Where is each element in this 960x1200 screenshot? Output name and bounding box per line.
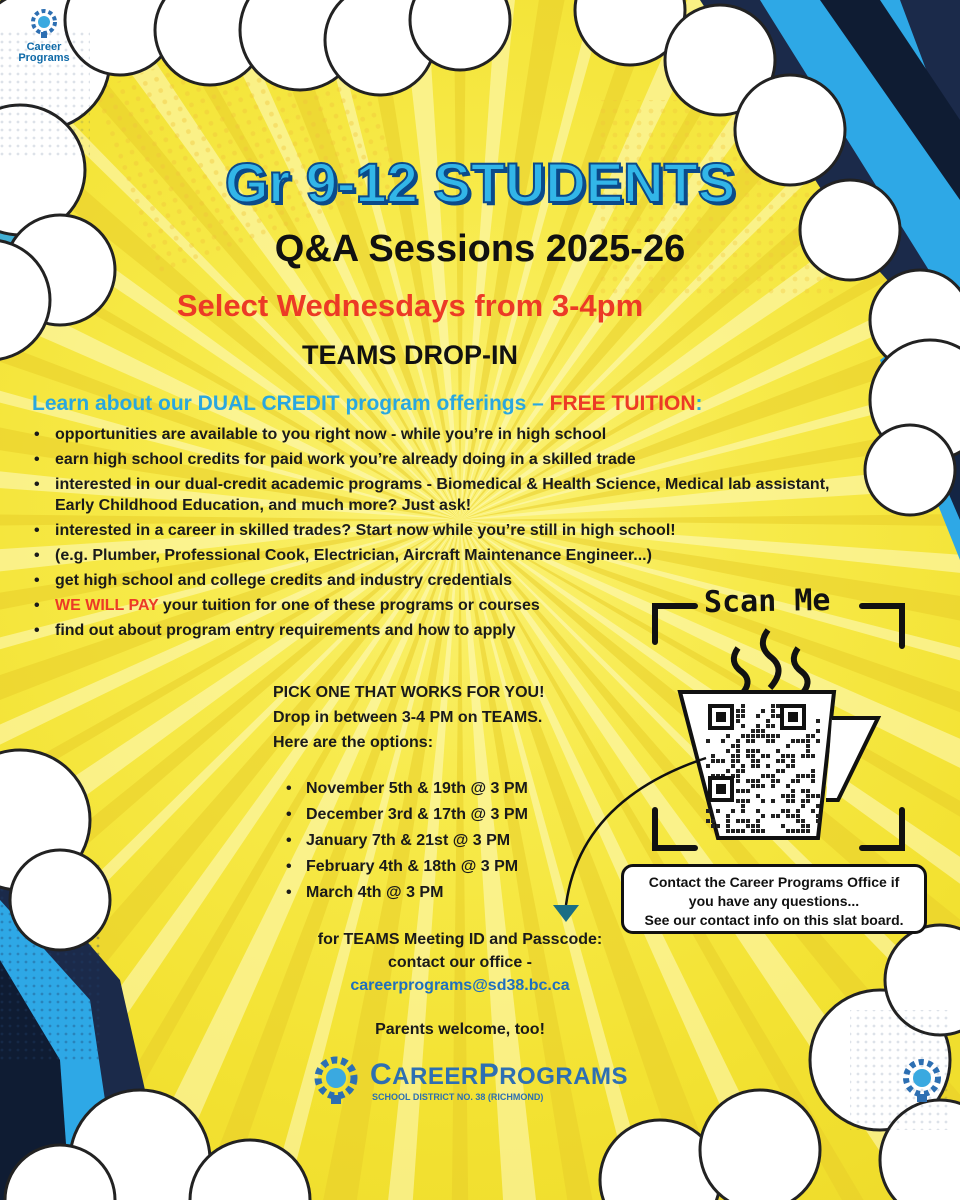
list-item [30,620,860,641]
free-tuition-highlight: FREE TUITION [549,392,696,415]
qr-module [786,744,790,748]
session-dates-list [284,778,624,908]
qr-module [711,824,715,828]
qr-module [801,739,805,743]
qr-module [786,784,790,788]
date-item: • January 7th & 21st @ 3 PM [284,830,624,852]
qr-module [746,749,750,753]
qr-module [761,729,765,733]
qr-module [786,794,790,798]
qr-module [746,819,750,823]
qr-module [801,789,805,793]
qr-module [771,734,775,738]
qr-module [756,749,760,753]
qr-module [741,714,745,718]
qr-module [736,744,740,748]
list-item [30,424,860,445]
intro-suffix: : [695,392,703,415]
qr-module [796,774,800,778]
qr-module [791,764,795,768]
logo-rest-areer: AREER [392,1063,479,1090]
list-item-text: opportunities are available to you right now - while you’re in high school [55,426,607,443]
qr-module [816,794,820,798]
qr-module [756,784,760,788]
logo-wordmark [370,1058,628,1092]
qr-module [761,754,765,758]
list-item-text: (e.g. Plumber, Professional Cook, Electrician, Aircraft Maintenance Engineer...) [55,547,652,564]
qr-module [801,829,805,833]
pick-line-2: Drop in between 3-4 PM on TEAMS. [273,709,543,726]
qr-module [806,824,810,828]
qr-module [816,719,820,723]
qr-module [776,814,780,818]
qr-module [781,754,785,758]
qr-module [766,734,770,738]
qr-module [771,799,775,803]
qr-module [716,759,720,763]
qr-module [796,739,800,743]
date-item: • February 4th & 18th @ 3 PM [284,856,624,878]
qr-module [806,789,810,793]
qr-module [771,739,775,743]
qr-module [816,814,820,818]
meeting-line-1: for TEAMS Meeting ID and Passcode: [317,931,603,948]
list-item-text: your tuition for one of these programs or courses [158,597,540,614]
qr-module [786,809,790,813]
qr-module [776,769,780,773]
qr-module [751,729,755,733]
gear-bulb-corner-icon [896,1052,948,1108]
gear-bulb-logo-icon [306,1050,366,1110]
qr-module [731,759,735,763]
qr-module [746,739,750,743]
qr-module [806,749,810,753]
qr-module [801,804,805,808]
qr-module [796,829,800,833]
qr-module [806,744,810,748]
logo-cap-c: C [370,1058,393,1091]
qr-module [751,734,755,738]
qr-module [736,829,740,833]
qr-module [756,819,760,823]
qr-module [746,789,750,793]
qr-module [751,829,755,833]
qr-module [791,829,795,833]
qr-module [741,704,745,708]
qr-module [786,829,790,833]
sessions-heading: Q&A Sessions 2025-26 [274,228,686,270]
gear-bulb-logo-icon [8,4,80,44]
qr-module [721,759,725,763]
qr-module [741,734,745,738]
qr-module [811,794,815,798]
qr-module [756,824,760,828]
date-item: • December 3rd & 17th @ 3 PM [284,804,624,826]
qr-module [736,774,740,778]
we-will-pay-highlight: WE WILL PAY [55,597,159,614]
qr-module [731,744,735,748]
qr-module [761,774,765,778]
logo-district: SCHOOL DISTRICT NO. 38 (RICHMOND) [372,1092,544,1102]
qr-module [811,769,815,773]
qr-module [811,779,815,783]
qr-module [746,799,750,803]
page-title: Gr 9-12 STUDENTS [224,151,736,214]
qr-module [771,784,775,788]
qr-module [726,749,730,753]
qr-module [776,704,780,708]
qr-module [741,769,745,773]
career-programs-logo-small [8,4,82,74]
qr-module [781,759,785,763]
pick-line-1: PICK ONE THAT WORKS FOR YOU! [273,684,545,701]
email-link[interactable]: careerprograms@sd38.bc.ca [350,977,570,994]
qr-module [731,764,735,768]
qr-module [811,774,815,778]
qr-module [801,799,805,803]
qr-module [751,759,755,763]
qr-module [756,714,760,718]
qr-module [756,724,760,728]
qr-module [771,779,775,783]
list-item-text: interested in a career in skilled trades? Start now while you’re still in high school! [55,522,676,539]
qr-module [811,734,815,738]
qr-module [736,719,740,723]
qr-module [741,789,745,793]
qr-module [781,824,785,828]
qr-module [771,704,775,708]
pick-instructions [273,680,653,755]
qr-module [771,709,775,713]
date-item: • March 4th @ 3 PM [284,882,624,904]
qr-module [751,779,755,783]
qr-module [801,754,805,758]
qr-module [756,764,760,768]
qr-module [796,779,800,783]
qr-module [726,819,730,823]
qr-module [801,824,805,828]
qr-module [766,739,770,743]
qr-module [771,724,775,728]
qr-module [741,804,745,808]
qr-module [811,809,815,813]
qr-module [736,754,740,758]
qr-module [816,804,820,808]
qr-module [751,764,755,768]
qr-module [781,809,785,813]
qr-module [751,749,755,753]
qr-module [756,729,760,733]
qr-module [736,799,740,803]
qr-module [731,754,735,758]
qr-module [746,734,750,738]
qr-module [756,734,760,738]
qr-module [806,794,810,798]
qr-module [791,754,795,758]
qr-module [741,799,745,803]
qr-module [806,829,810,833]
qr-module [711,759,715,763]
qr-module [791,789,795,793]
qr-module [706,764,710,768]
qr-module [781,769,785,773]
format-line: TEAMS DROP-IN [302,340,518,370]
qr-module [776,734,780,738]
qr-module [791,739,795,743]
list-item [30,449,860,470]
qr-module [791,779,795,783]
career-programs-logo [306,1050,629,1110]
qr-module [726,829,730,833]
pick-line-3: Here are the options: [273,734,434,751]
qr-module [771,814,775,818]
qr-module [706,809,710,813]
qr-module [736,759,740,763]
qr-module [771,714,775,718]
qr-module [776,749,780,753]
qr-module [741,819,745,823]
date-item: • November 5th & 19th @ 3 PM [284,778,624,800]
qr-module [786,814,790,818]
qr-module [776,759,780,763]
qr-module [736,739,740,743]
qr-module [791,814,795,818]
qr-module [786,754,790,758]
qr-module [761,829,765,833]
qr-module [791,759,795,763]
contact-line-3: See our contact info on this slat board. [644,912,904,928]
qr-module [706,739,710,743]
schedule-line: Select Wednesdays from 3-4pm [176,288,644,323]
qr-module [756,829,760,833]
qr-module [741,764,745,768]
logo-text-programs: Programs [18,52,70,64]
qr-module [726,769,730,773]
logo-cap-p: P [478,1058,500,1091]
qr-module [776,779,780,783]
qr-module [706,819,710,823]
qr-module [751,754,755,758]
qr-module [746,779,750,783]
qr-module [741,724,745,728]
qr-module [761,709,765,713]
qr-module [771,774,775,778]
qr-module [796,819,800,823]
contact-box [621,864,927,934]
list-item-text: get high school and college credits and industry credentials [55,572,512,589]
qr-module [711,819,715,823]
qr-module [756,759,760,763]
parents-note: Parents welcome, too! [375,1021,545,1038]
logo-rest-rograms: ROGRAMS [499,1063,629,1090]
qr-module [726,824,730,828]
qr-module [781,794,785,798]
qr-module [766,719,770,723]
qr-module [751,824,755,828]
qr-module [786,764,790,768]
qr-module [746,754,750,758]
list-item-text: find out about program entry requirements and how to apply [55,622,516,639]
qr-module [806,799,810,803]
dual-credit-intro [32,392,912,416]
qr-module [726,734,730,738]
qr-module [736,819,740,823]
qr-module [751,784,755,788]
qr-module [756,779,760,783]
qr-module [711,754,715,758]
qr-module [751,739,755,743]
qr-module [736,709,740,713]
qr-module [816,819,820,823]
list-item [30,520,860,541]
qr-module [776,714,780,718]
qr-module [806,734,810,738]
meeting-info [290,928,630,997]
contact-line-2: you have any questions... [688,893,860,909]
qr-module [736,769,740,773]
qr-module [766,774,770,778]
list-item-text: earn high school credits for paid work you’re already doing in a skilled trade [55,451,636,468]
qr-module [801,819,805,823]
qr-module [806,774,810,778]
qr-module [721,739,725,743]
qr-module [796,814,800,818]
intro-text: Learn about our DUAL CREDIT program offerings – [32,392,550,415]
qr-module [801,774,805,778]
qr-module [731,829,735,833]
qr-module [741,809,745,813]
qr-module [796,809,800,813]
qr-module [766,764,770,768]
qr-module [761,814,765,818]
list-item [30,474,860,516]
qr-module [816,739,820,743]
list-item [30,545,860,566]
qr-module [756,809,760,813]
logo-text-career: Career [26,41,62,53]
qr-module [811,754,815,758]
qr-module [791,794,795,798]
contact-line-1: Contact the Career Programs Office if [648,874,900,890]
qr-module [766,724,770,728]
qr-module [806,739,810,743]
scan-me-label: Scan Me [703,582,831,621]
qr-module [716,824,720,828]
qr-module [761,784,765,788]
qr-module [761,799,765,803]
qr-module [716,809,720,813]
qr-module [791,799,795,803]
qr-module [741,709,745,713]
qr-module [731,809,735,813]
qr-module [736,779,740,783]
qr-module [816,729,820,733]
meeting-line-2: contact our office - [387,954,532,971]
qr-module [741,829,745,833]
qr-module [736,789,740,793]
qr-module [736,714,740,718]
list-item-text: interested in our dual-credit academic programs - Biomedical & Health Science, Medical lab assistant, Early Childhood Education, and much more? Just ask! [55,476,830,514]
qr-module [786,799,790,803]
qr-module [746,824,750,828]
qr-module [726,814,730,818]
qr-module [736,749,740,753]
qr-module [766,754,770,758]
qr-module [806,754,810,758]
qr-module [756,794,760,798]
qr-module [761,734,765,738]
